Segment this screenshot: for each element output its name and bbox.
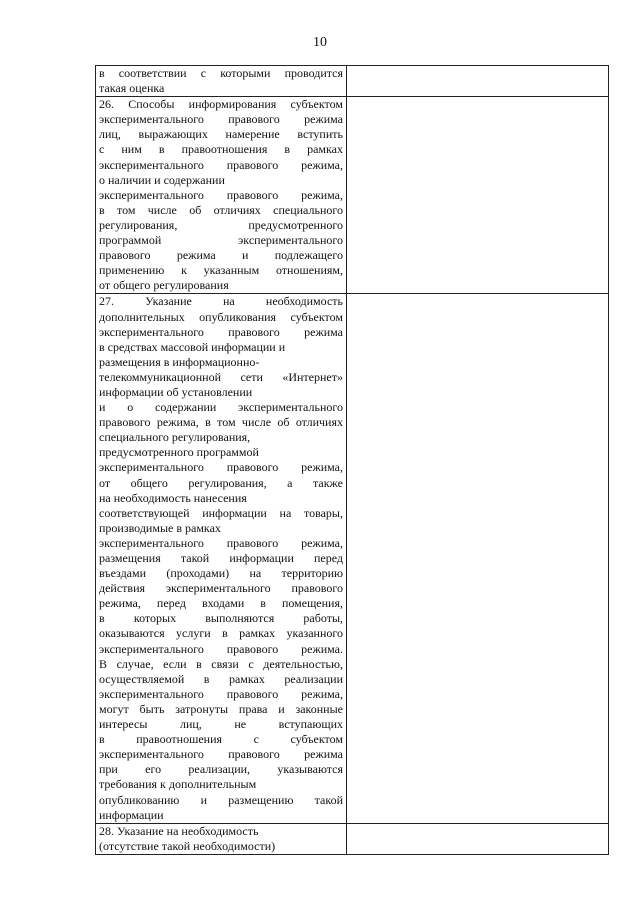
text-line: в средствах массовой информации и	[99, 339, 286, 354]
table-body	[96, 66, 609, 855]
text-line: 26. Способы информирования субъектом	[99, 97, 343, 112]
text-line: информации	[99, 807, 164, 822]
text-line: при его реализации, указываются	[99, 762, 343, 777]
text-line: специального регулирования,	[99, 430, 251, 445]
item-description-cell	[96, 294, 347, 823]
text-line: программой экспериментального	[99, 233, 343, 248]
text-line: (отсутствие такой необходимости)	[99, 838, 276, 853]
item-value-cell[interactable]	[347, 823, 609, 854]
text-line: телекоммуникационной сети «Интернет»	[99, 369, 343, 384]
table-row	[96, 66, 609, 97]
text-line: экспериментального правового режима.	[99, 641, 343, 656]
text-line: правового режима, в том числе об отличиях	[99, 415, 343, 430]
text-line: предусмотренного программой	[99, 445, 259, 460]
text-line: могут быть затронуты права и законные	[99, 701, 343, 716]
text-line: режима, перед входами в помещения,	[99, 596, 343, 611]
text-line: экспериментального правового режима,	[99, 535, 343, 550]
text-line: экспериментального правового режима	[99, 112, 343, 127]
text-line: экспериментального правового режима	[99, 747, 343, 762]
item-value-cell[interactable]	[347, 97, 609, 294]
text-line: 28. Указание на необходимость	[99, 823, 259, 838]
text-line: в правоотношения с субъектом	[99, 732, 343, 747]
table-row	[96, 97, 609, 294]
form-table	[95, 65, 609, 855]
text-line: оказываются услуги в рамках указанного	[99, 626, 343, 641]
text-line: регулирования, предусмотренного	[99, 217, 343, 232]
text-line: размещения в информационно-	[99, 354, 260, 369]
item-description-cell	[96, 66, 347, 97]
table-row	[96, 823, 609, 854]
text-line: применению к указанным отношениям,	[99, 263, 343, 278]
text-line: размещения такой информации перед	[99, 551, 343, 565]
text-line: от общего регулирования, а также	[99, 475, 343, 490]
page-number: 10	[313, 35, 327, 50]
text-line: производимые в рамках	[99, 520, 221, 535]
item-value-cell[interactable]	[347, 294, 609, 823]
text-line: с ним в правоотношения в рамках	[99, 142, 343, 157]
text-line: от общего регулирования	[99, 278, 229, 293]
text-line: экспериментального правового режима,	[99, 460, 343, 475]
text-line: въездами (проходами) на территорию	[99, 566, 343, 581]
text-line: требования к дополнительным	[99, 777, 257, 792]
item-description-cell	[96, 97, 347, 294]
text-line: в соответствии с которыми проводится	[99, 66, 343, 80]
text-line: 27. Указание на необходимость	[99, 294, 343, 309]
text-line: в том числе об отличиях специального	[99, 202, 343, 217]
text-line: дополнительных опубликования субъектом	[99, 309, 343, 324]
text-line: правового режима и подлежащего	[99, 248, 343, 263]
text-line: экспериментального правового режима,	[99, 157, 343, 172]
text-line: информации об установлении	[99, 384, 253, 399]
text-line: опубликованию и размещению такой	[99, 792, 343, 807]
text-line: соответствующей информации на товары,	[99, 505, 343, 520]
text-line: экспериментального правового режима,	[99, 187, 343, 202]
text-line: в которых выполняются работы,	[99, 611, 343, 626]
text-line: такая оценка	[99, 81, 165, 96]
text-line: действия экспериментального правового	[99, 581, 343, 596]
text-line: и о содержании экспериментального	[99, 400, 343, 415]
table-row	[96, 294, 609, 823]
text-line: интересы лиц, не вступающих	[99, 717, 343, 732]
text-line: экспериментального правового режима,	[99, 686, 343, 701]
item-value-cell[interactable]	[347, 66, 609, 97]
text-line: о наличии и содержании	[99, 172, 225, 187]
text-line: на необходимость нанесения	[99, 490, 247, 505]
item-description-cell	[96, 823, 347, 854]
text-line: осуществляемой в рамках реализации	[99, 671, 343, 686]
text-line: В случае, если в связи с деятельностью,	[99, 656, 343, 671]
text-line: экспериментального правового режима	[99, 324, 343, 339]
text-line: лиц, выражающих намерение вступить	[99, 127, 343, 142]
